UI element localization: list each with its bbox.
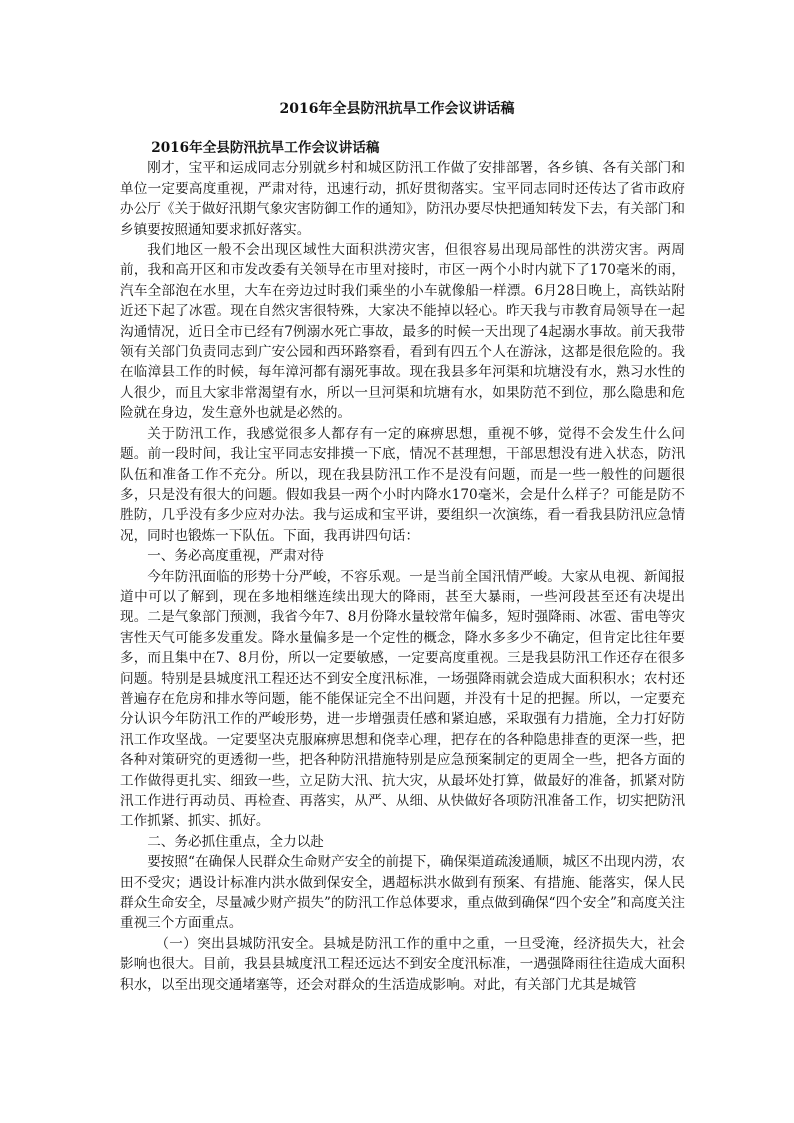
section-heading: 二、务必抓住重点，全力以赴: [147, 833, 324, 850]
paragraph: 要按照“在确保人民群众生命财产安全的前提下，确保渠道疏浚通顺，城区不出现内涝，农田不受灾；遇设计标准内洪水做到保安全，遇超标洪水做到有预案、有措施、能落实，保人民群众生命安全，尽量减少财产损失”的防汛工作总体要求，重点做到确保“四个安全”和高度关注重视三个方面重点。: [120, 854, 685, 932]
paragraph: 关于防汛工作，我感觉很多人都存有一定的麻痹思想，重视不够，觉得不会发生什么问题。前一段时间，我让宝平同志安排摸一下底，情况不甚理想，干部思想没有进入状态，防汛队伍和准备工作不充分。所以，现在我县防汛工作不是没有问题，而是一些一般性的问题很多，只是没有很大的问题。假如我县一两个小时内降水170毫米，会是什么样子？可能是防不胜防，几乎没有多少应对办法。我与运成和宝平讲，要组织一次演练，看一看我县防汛应急情况，同时也锻炼一下队伍。下面，我再讲四句话：: [120, 425, 685, 544]
document-title: 2016年全县防汛抗旱工作会议讲话稿: [279, 101, 515, 117]
paragraph: 我们地区一般不会出现区域性大面积洪涝灾害，但很容易出现局部性的洪涝灾害。两周前，我和高开区和市发改委有关领导在市里对接时，市区一两个小时内就下了170毫米的雨，汽车全部泡在水里，大车在旁边过时我们乘坐的小车就像船一样漂。6月28日晚上，高铁站附近还下起了冰雹。现在自然灾害很特殊，大家决不能掉以轻心。昨天我与市教育局领导在一起沟通情况，近日全市已经有7例溺水死亡事故，最多的时候一天出现了4起溺水事故。前天我带领有关部门负责同志到广安公园和西环路察看，看到有四五个人在游泳，这都是很危险的。我在临漳县工作的时候，每年漳河都有溺死事故。现在我县多年河渠和坑塘没有水，熟习水性的人很少，而且大家非常渴望有水，所以一旦河渠和坑塘有水，如果防范不到位，那么隐患和危险就在身边，发生意外也就是必然的。: [120, 242, 685, 422]
document-subtitle: 2016年全县防汛抗旱工作会议讲话稿: [151, 140, 380, 156]
paragraph: 刚才，宝平和运成同志分别就乡村和城区防汛工作做了安排部署，各乡镇、各有关部门和单位一定要高度重视，严肃对待，迅速行动，抓好贯彻落实。宝平同志同时还传达了省市政府办公厅《关于做好汛期气象灾害防御工作的通知》，防汛办要尽快把通知转发下去，有关部门和乡镇要按照通知要求抓好落实。: [120, 160, 685, 238]
paragraph: 今年防汛面临的形势十分严峻，不容乐观。一是当前全国汛情严峻。大家从电视、新闻报道中可以了解到，现在多地相继连续出现大的降雨，甚至大暴雨，一些河段甚至还有决堤出现。二是气象部门预测，我省今年7、8月份降水量较常年偏多，短时强降雨、冰雹、雷电等灾害性天气可能多发重发。降水量偏多是一个定性的概念，降水多多少不确定，但肯定比往年要多，而且集中在7、8月份，所以一定要敏感，一定要高度重视。三是我县防汛工作还存在很多问题。特别是县城度汛工程还达不到安全度汛标准，一场强降雨就会造成大面积积水；农村还普遍存在危房和排水等问题，能不能保证完全不出问题，并没有十足的把握。所以，一定要充分认识今年防汛工作的严峻形势，进一步增强责任感和紧迫感，采取强有力措施，全力打好防汛工作攻坚战。一定要坚决克服麻痹思想和侥幸心理，把存在的各种隐患排查的更深一些，把各种对策研究的更透彻一些，把各种防汛措施特别是应急预案制定的更周全一些，把各方面的工作做得更扎实、细致一些，立足防大汛、抗大灾，从最坏处打算，做最好的准备，抓紧对防汛工作进行再动员、再检查、再落实，从严、从细、从快做好各项防汛准备工作，切实把防汛工作抓紧、抓实、抓好。: [120, 568, 685, 830]
section-heading: 一、务必高度重视，严肃对待: [147, 548, 324, 565]
paragraph: （一）突出县城防汛安全。县城是防汛工作的重中之重，一旦受淹，经济损失大，社会影响也很大。目前，我县县城度汛工程还远达不到安全度汛标准，一遇强降雨往往造成大面积积水，以至出现交通堵塞等，还会对群众的生活造成影响。对此，有关部门尤其是城管: [120, 935, 685, 993]
document-body: [120, 138, 685, 995]
